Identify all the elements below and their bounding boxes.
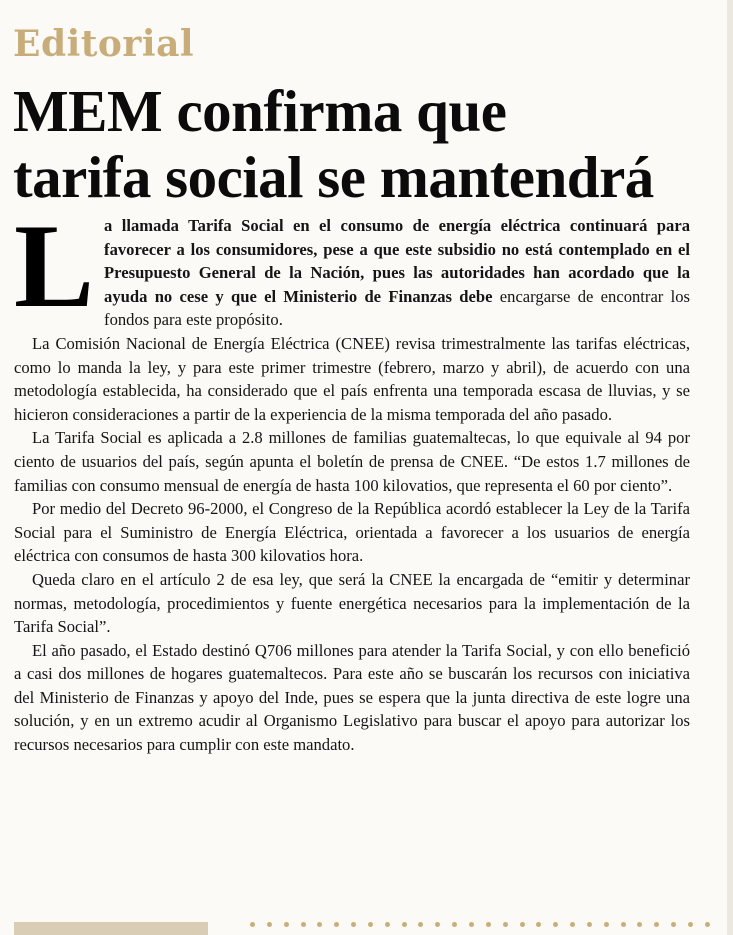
dot [469, 922, 474, 927]
dot [536, 922, 541, 927]
dot [637, 922, 642, 927]
headline [13, 78, 713, 210]
dot [351, 922, 356, 927]
section-label: Editorial [13, 23, 195, 65]
dot [402, 922, 407, 927]
dot [553, 922, 558, 927]
paragraph: La Tarifa Social es aplicada a 2.8 millones de familias guatemaltecas, lo que equivale al 94 por ciento de usuarios del país, según apunta el boletín de prensa de CNEE. “De estos 1.7 millones de familias con consumo mensual de energía de hasta 100 kilovatios, que representa el 60 por ciento”. [14, 428, 690, 495]
lead-tail: encargarse de encontrar los fondos para este propósito. [104, 286, 691, 330]
dot [486, 922, 491, 927]
article-body [14, 199, 691, 757]
dot [301, 922, 306, 927]
dot [671, 922, 676, 927]
headline-line-2: tarifa social se mantendrá [13, 144, 654, 210]
dot [284, 922, 289, 927]
dot [452, 922, 457, 927]
paragraph: Por medio del Decreto 96-2000, el Congreso de la República acordó establecer la Ley de la Tarifa Social para el Suministro de Energía Eléctrica, orientada a favorecer a los usuarios de energía eléctrica con consumos de hasta 300 kilovatios hora. [14, 499, 690, 566]
dot [570, 922, 575, 927]
dot [604, 922, 609, 927]
dot [267, 922, 272, 927]
page-edge [727, 0, 733, 935]
footer-decorative-bar [14, 922, 208, 935]
dot [654, 922, 659, 927]
headline-line-1: MEM confirma que [13, 78, 507, 144]
paragraph: La Comisión Nacional de Energía Eléctrica (CNEE) revisa trimestralmente las tarifas eléctricas, como lo manda la ley, y para este primer trimestre (febrero, marzo y abril), de acuerdo con una metodología establecida, ha considerado que el país enfrenta una temporada escasa de lluvias, y se hicieron consideraciones a partir de la experiencia de la misma temporada del año pasado. [14, 333, 690, 424]
dot [250, 922, 255, 927]
dot [705, 922, 710, 927]
dot [385, 922, 390, 927]
decorative-dot-rule [250, 918, 710, 930]
dot [621, 922, 626, 927]
dot [418, 922, 423, 927]
lead-text: a llamada Tarifa Social en el consumo de energía eléctrica continuará para favorecer a los consumidores, pese a que este subsidio no está contemplado en el Presupuesto General de la Nación, pues las autoridades han acordado que la ayuda no cese y que el Ministerio de Finanzas debe [104, 216, 690, 306]
dot [317, 922, 322, 927]
paragraph: El año pasado, el Estado destinó Q706 millones para atender la Tarifa Social, y con ello benefició a casi dos millones de hogares guatemaltecos. Para este año se buscarán los recursos con iniciativa del Ministerio de Finanzas y apoyo del Inde, pues se espera que la junta directiva de este logre una solución, y en un extremo acudir al Organismo Legislativo para buscar el apoyo para autorizar los recursos necesarios para cumplir con este mandato. [14, 640, 690, 755]
paragraph: Queda claro en el artículo 2 de esa ley, que será la CNEE la encargada de “emitir y determinar normas, metodología, procedimientos y fuente energética necesarios para la implementación de la Tarifa Social”. [14, 569, 690, 637]
dot [435, 922, 440, 927]
lead-paragraph [14, 199, 691, 332]
dot [368, 922, 373, 927]
dot [688, 922, 693, 927]
dot [503, 922, 508, 927]
dot [334, 922, 339, 927]
drop-cap: L [14, 199, 95, 332]
dot [587, 922, 592, 927]
dot [520, 922, 525, 927]
